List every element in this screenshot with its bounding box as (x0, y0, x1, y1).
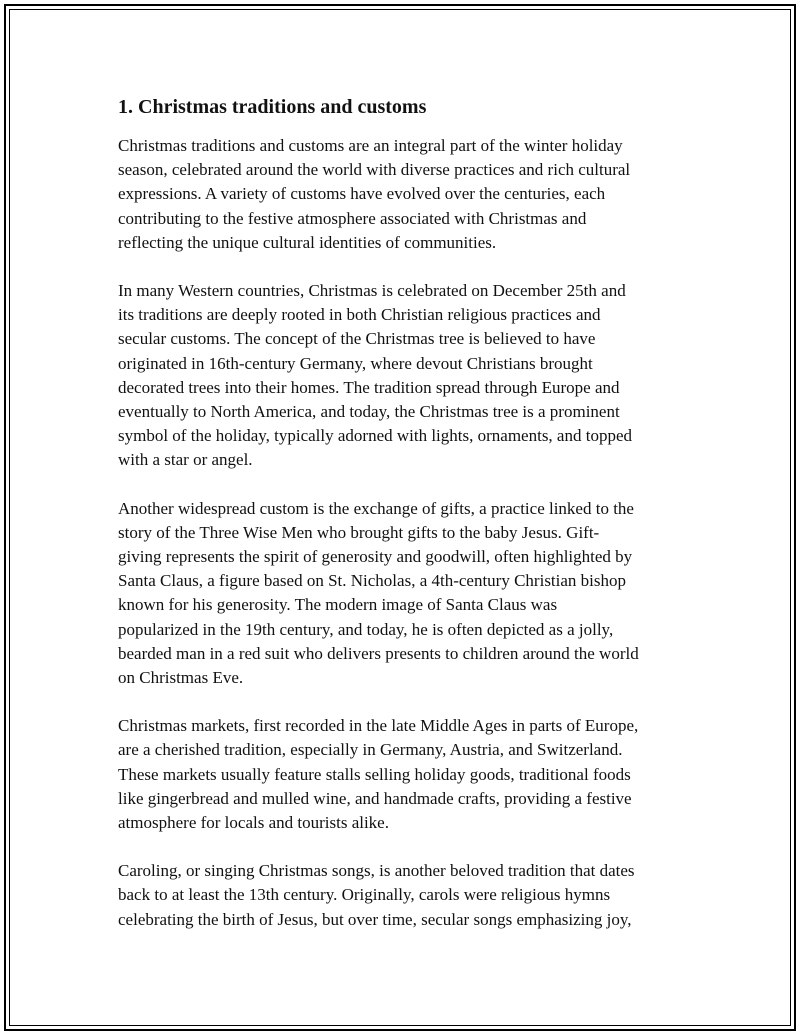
section-heading: 1. Christmas traditions and customs (118, 96, 427, 118)
paragraph-2: In many Western countries, Christmas is celebrated on December 25th and its traditions are deeply rooted in both Christian religious practices and secular customs. The concept of the Christmas tree is believed to have originated in 16th-century Germany, where devout Christians brought decorated trees into their homes. The tradition spread through Europe and eventually to North America, and today, the Christmas tree is a prominent symbol of the holiday, typically adorned with lights, ornaments, and topped with a star or angel. (118, 281, 633, 470)
document-body (118, 94, 690, 956)
paragraph-1: Christmas traditions and customs are an integral part of the winter holiday season, celebrated around the world with diverse practices and rich cultural expressions. A variety of customs have evolved over the centuries, each contributing to the festive atmosphere associated with Christmas and reflecting the unique cultural identities of communities. (118, 136, 631, 252)
paragraph-5: Caroling, or singing Christmas songs, is another beloved tradition that dates back to at least the 13th century. Originally, carols were religious hymns celebrating the birth of Jesus, but over time, secular songs emphasizing joy, (118, 861, 635, 929)
paragraph-4: Christmas markets, first recorded in the late Middle Ages in parts of Europe, are a cherished tradition, especially in Germany, Austria, and Switzerland. These markets usually feature stalls selling holiday goods, traditional foods like gingerbread and mulled wine, and handmade crafts, providing a festive atmosphere for locals and tourists alike. (118, 716, 639, 833)
paragraph-3: Another widespread custom is the exchange of gifts, a practice linked to the story of the Three Wise Men who brought gifts to the baby Jesus. Gift- giving represents the spirit of generosity and goodwill, often highlighted by Santa Claus, a figure based on St. Nicholas, a 4th-century Christian bishop known for his generosity. The modern image of Santa Claus was popularized in the 19th century, and today, he is often depicted as a jolly, bearded man in a red suit who delivers presents to children around the world on Christmas Eve. (118, 498, 639, 688)
